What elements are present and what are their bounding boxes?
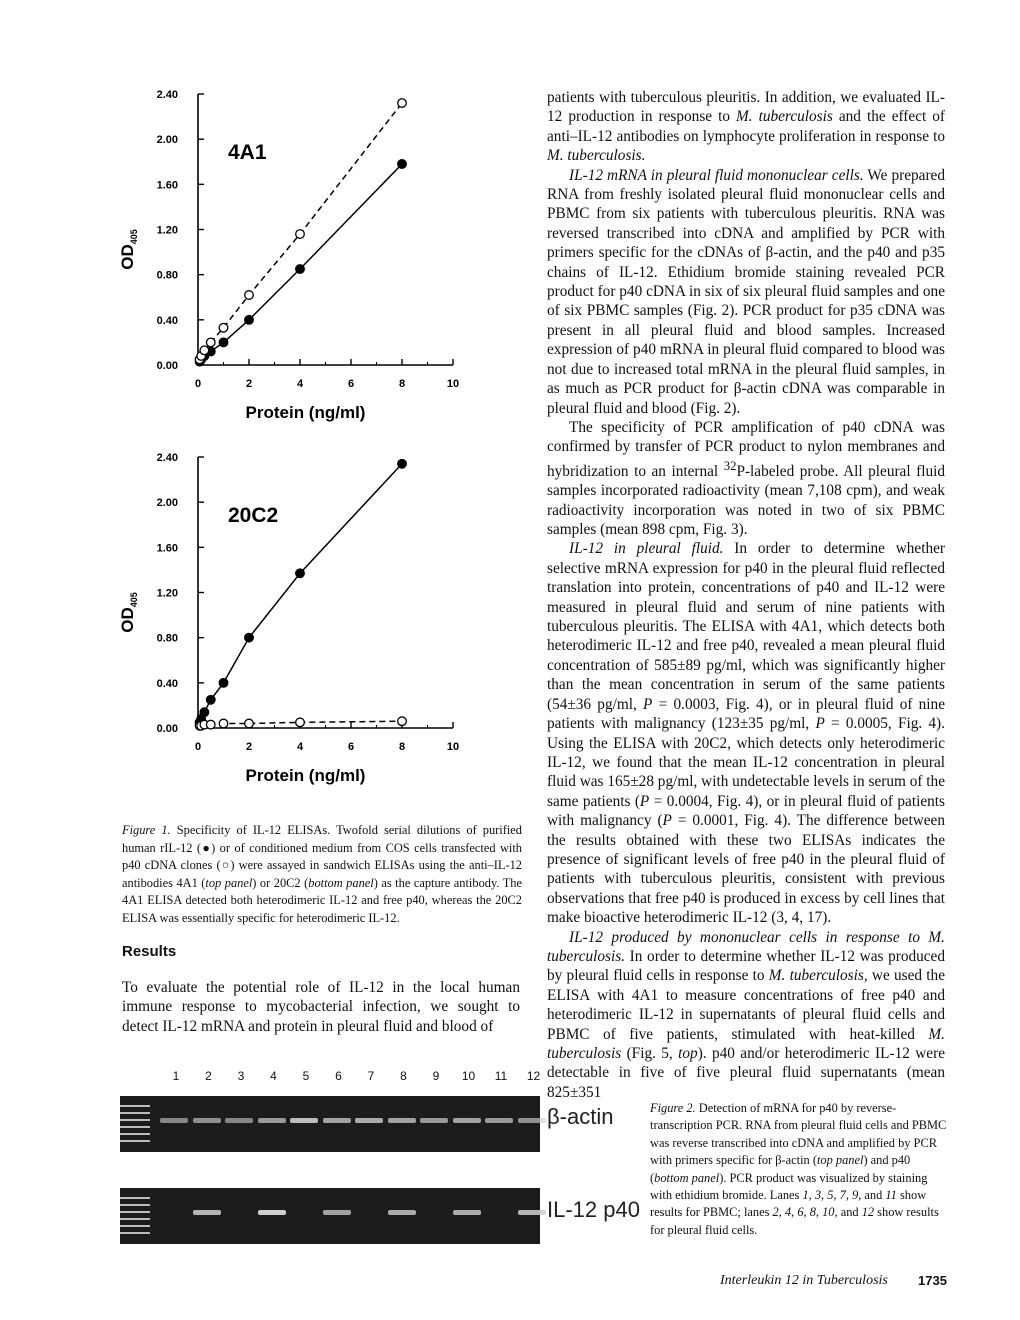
data-point-open [296, 718, 305, 727]
data-point-open [296, 230, 305, 239]
data-point-open [200, 346, 209, 355]
gel-band [323, 1118, 351, 1123]
y-tick-label: 0.00 [156, 723, 178, 735]
x-tick-label: 4 [296, 741, 304, 753]
y-tick-label: 2.00 [156, 134, 178, 147]
y-tick-label: 2.40 [156, 89, 178, 101]
data-point-filled [296, 569, 305, 578]
gel-band [193, 1118, 221, 1123]
bactin-gel-label: β-actin [547, 1104, 614, 1129]
gel-band [290, 1118, 318, 1123]
results-intro-paragraph: To evaluate the potential role of IL-12 in the local human immune response to mycobacterial infection, we sought to detect IL-12 mRNA and protein in pleural fluid and blood of [122, 979, 520, 1035]
lane-number: 6 [335, 1069, 342, 1083]
paragraph-il12-mrna: IL-12 mRNA in pleural fluid mononuclear cells. We prepared RNA from freshly isolated pleural fluid mononuclear cells and PBMC from six patients with tuberculous pleuritis. RNA was reversed transcribed into cDNA and amplified by PCR with primers specific for the cDNAs of β-actin, and the p40 and p35 chains of IL-12. Ethidium bromide staining revealed PCR product for p40 cDNA in six of six pleural fluid samples and one of six PBMC samples (Fig. 2). PCR product for p35 cDNA was present in all pleural fluid and blood samples. Increased expression of p40 mRNA in pleural fluid compared to blood was not due to increased total mRNA in the pleural fluid samples, in as much as PCR product for β-actin cDNA was comparable in pleural fluid and blood (Fig. 2). [547, 166, 945, 417]
lane-number: 10 [461, 1069, 476, 1083]
dna-ladder [120, 1192, 150, 1240]
data-point-filled [398, 160, 407, 169]
gel-band [388, 1210, 416, 1215]
data-point-open [398, 717, 407, 726]
x-axis-label: Protein (ng/ml) [245, 403, 366, 422]
p40-gel [120, 1188, 540, 1244]
lane-number: 4 [270, 1069, 277, 1083]
y-tick-label: 1.60 [156, 542, 178, 555]
data-point-filled [398, 459, 407, 468]
x-tick-label: 2 [245, 378, 253, 390]
lane-number: 1 [172, 1069, 180, 1083]
y-axis-label: $OD_{405}$ [118, 592, 139, 633]
x-tick-label: 10 [446, 378, 460, 390]
data-point-open [206, 338, 215, 347]
x-tick-label: 2 [245, 741, 253, 753]
y-tick-label: 0.80 [156, 269, 178, 282]
page-number: 1735 [918, 1273, 947, 1288]
data-point-open [206, 720, 215, 729]
x-tick-label: 4 [296, 378, 304, 390]
gel-band [258, 1210, 286, 1215]
elisa-20c2-chart [105, 445, 485, 815]
y-tick-label: 0.00 [156, 360, 178, 372]
gel-band [323, 1210, 351, 1215]
gel-band [518, 1118, 546, 1123]
gel-band [193, 1210, 221, 1215]
y-tick-label: 0.40 [156, 677, 178, 690]
data-point-open [245, 719, 254, 728]
gel-band [518, 1210, 546, 1215]
gel-band [388, 1118, 416, 1123]
data-point-open [219, 719, 228, 728]
x-tick-label: 6 [347, 378, 355, 390]
data-point-filled [245, 633, 254, 642]
lane-number: 5 [302, 1069, 310, 1083]
x-tick-label: 0 [194, 741, 202, 753]
elisa-4a1-plot [105, 82, 485, 452]
x-tick-label: 8 [398, 378, 406, 390]
gel-band [355, 1118, 383, 1123]
series-line-il12 [200, 464, 402, 723]
data-point-open [245, 291, 254, 300]
data-point-filled [296, 265, 305, 274]
y-axis-label: $OD_{405}$ [118, 229, 139, 270]
dna-ladder [120, 1100, 150, 1148]
y-tick-label: 2.00 [156, 497, 178, 510]
data-point-filled [219, 338, 228, 347]
lane-number: 3 [237, 1069, 245, 1083]
gel-band [485, 1118, 513, 1123]
results-heading: Results [122, 943, 177, 960]
x-tick-label: 8 [398, 741, 406, 753]
x-tick-label: 6 [347, 741, 355, 753]
y-tick-label: 2.40 [156, 452, 178, 464]
paragraph-il12-mononuclear: IL-12 produced by mononuclear cells in response to M. tuberculosis. In order to determine whether IL-12 was produced by pleural fluid cells in response to M. tuberculosis, we used the ELISA with 4A1 to measure concentrations of free p40 and heterodimeric IL-12 in supernatants of pleural fluid cells and PBMC of five patients, stimulated with heat-killed M. tuberculosis (Fig. 5, top). p40 and/or heterodimeric IL-12 were detectable in five of five pleural fluid supernatants (mean 825±351 [547, 928, 945, 1101]
lane-number: 9 [432, 1069, 440, 1083]
y-tick-label: 0.40 [156, 314, 178, 327]
gel-band [258, 1118, 286, 1123]
data-point-filled [245, 316, 254, 325]
gel-band [160, 1118, 188, 1123]
figure2-caption: Figure 2. Detection of mRNA for p40 by reverse-transcription PCR. RNA from pleural fluid cells and PBMC was reverse transcribed into cDNA and amplified by PCR with primers specific for β-actin (top panel) and p40 (bottom panel). PCR product was visualized by staining with ethidium bromide. Lanes 1, 3, 5, 7, 9, and 11 show results for PBMC; lanes 2, 4, 6, 8, 10, and 12 show results for pleural fluid cells. [650, 1101, 947, 1237]
lane-number: 2 [205, 1069, 212, 1083]
data-point-filled [219, 679, 228, 688]
gel-band [225, 1118, 253, 1123]
x-tick-label: 0 [194, 378, 202, 390]
gel-band [453, 1210, 481, 1215]
lane-number: 11 [494, 1069, 508, 1083]
panel-label: 20C2 [228, 504, 279, 527]
data-point-filled [206, 695, 215, 704]
data-point-filled [200, 708, 209, 717]
gel-band [420, 1118, 448, 1123]
y-tick-label: 1.20 [156, 587, 178, 600]
right-column-text [547, 88, 945, 1102]
lane-number: 12 [526, 1069, 541, 1083]
data-point-open [398, 99, 407, 108]
elisa-4a1-chart [105, 82, 485, 452]
series-line-il12 [200, 164, 402, 362]
lane-number: 8 [400, 1069, 407, 1083]
bactin-gel [120, 1096, 540, 1152]
elisa-20c2-plot [105, 445, 485, 815]
x-tick-label: 10 [446, 741, 460, 753]
panel-label: 4A1 [228, 141, 267, 164]
y-tick-label: 0.80 [156, 632, 178, 645]
paragraph-pcr-specificity: The specificity of PCR amplification of p40 cDNA was confirmed by transfer of PCR product to nylon membranes and hybridization to an internal $^{32}$P-labeled probe. All pleural fluid samples incorporated radioactivity (mean 7,108 cpm), and weak radioactivity incorporation was noted in two of six PBMC samples (mean 898 cpm, Fig. 3). [547, 418, 946, 539]
p40-gel-label: IL-12 p40 [547, 1197, 640, 1222]
y-tick-label: 1.20 [156, 224, 178, 237]
lane-numbers [120, 1066, 540, 1086]
lane-number: 7 [367, 1069, 375, 1083]
y-tick-label: 1.60 [156, 179, 178, 192]
figure1-caption: Figure 1. Specificity of IL-12 ELISAs. Twofold serial dilutions of purified human rIL-12 (●) or of conditioned medium from COS cells transfected with p40 cDNA clones (○) were assayed in sandwich ELISAs using the anti–IL-12 antibodies 4A1 (top panel) or 20C2 (bottom panel) as the capture antibody. The 4A1 ELISA detected both heterodimeric IL-12 and free p40, whereas the 20C2 ELISA was essentially specific for heterodimeric IL-12. [122, 823, 523, 925]
paragraph-il12-pleural-fluid: IL-12 in pleural fluid. In order to determine whether selective mRNA expression for p40 in the pleural fluid reflected translation into protein, concentrations of p40 and IL-12 were measured in pleural fluid and serum of nine patients with tuberculous pleuritis. The ELISA with 4A1, which detects both heterodimeric IL-12 and free p40, revealed a mean pleural fluid concentration of 585±89 pg/ml, which was significantly higher than the mean concentration in serum of the same patients (54±36 pg/ml, P = 0.0003, Fig. 4), or in pleural fluid of nine patients with malignancy (123±35 pg/ml, P = 0.0005, Fig. 4). Using the ELISA with 20C2, which detects only heterodimeric IL-12, we found that the mean IL-12 concentration in pleural fluid was 165±28 pg/ml, with undetectable levels in serum of the same patients (P = 0.0004, Fig. 4), or in pleural fluid of patients with malignancy (P = 0.0001, Fig. 4). The difference between the results obtained with these two ELISAs indicates the presence of significant levels of free p40 in the pleural fluid of patients with tuberculous pleuritis, consistent with previous observations that free p40 is produced in excess by cell lines that make bioactive heterodimeric IL-12 (3, 4, 17). [547, 540, 945, 927]
figure2-gel-figure [120, 1066, 540, 1246]
data-point-open [219, 323, 228, 332]
paragraph-continuation: patients with tuberculous pleuritis. In addition, we evaluated IL-12 production in response to M. tuberculosis and the effect of anti–IL-12 antibodies on lymphocyte proliferation in response to M. tuberculosis. [547, 89, 945, 165]
running-title: Interleukin 12 in Tuberculosis [720, 1273, 888, 1288]
x-axis-label: Protein (ng/ml) [245, 766, 366, 785]
gel-band [453, 1118, 481, 1123]
